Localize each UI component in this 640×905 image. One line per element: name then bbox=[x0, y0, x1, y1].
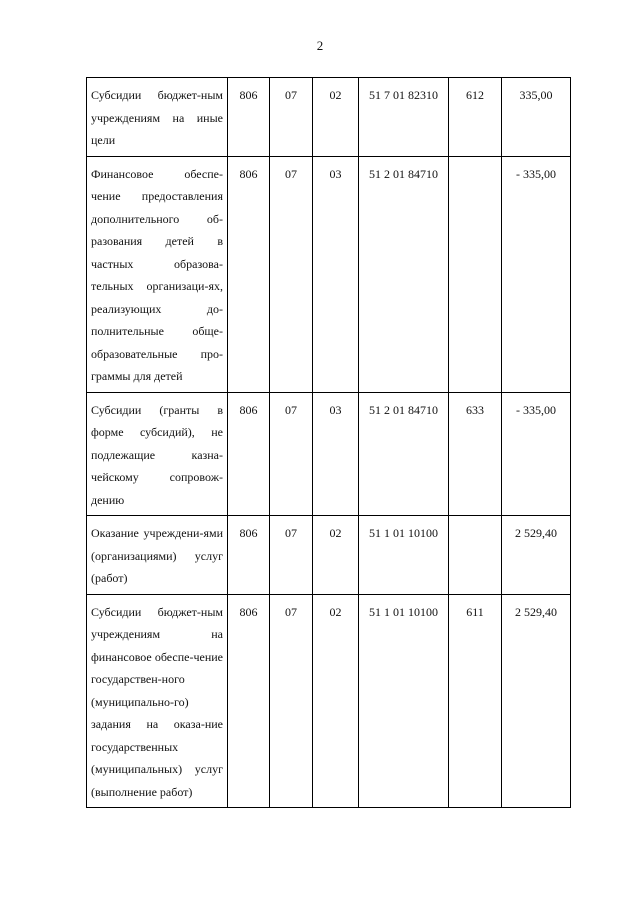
row-description: Субсидии бюджет-ным учреждениям на иные цели bbox=[87, 78, 228, 157]
target-article-code: 51 7 01 82310 bbox=[359, 78, 449, 157]
section-code: 07 bbox=[270, 516, 313, 595]
expense-type-code: 612 bbox=[449, 78, 502, 157]
table-row bbox=[87, 516, 571, 595]
ved-code: 806 bbox=[228, 156, 270, 392]
table-row bbox=[87, 156, 571, 392]
expense-type-code: 611 bbox=[449, 594, 502, 808]
amount: - 335,00 bbox=[502, 156, 571, 392]
target-article-code: 51 1 01 10100 bbox=[359, 516, 449, 595]
row-description: Оказание учреждени-ями (организациями) услуг (работ) bbox=[87, 516, 228, 595]
amount: 2 529,40 bbox=[502, 516, 571, 595]
target-article-code: 51 2 01 84710 bbox=[359, 392, 449, 516]
amount: - 335,00 bbox=[502, 392, 571, 516]
section-code: 07 bbox=[270, 392, 313, 516]
budget-table bbox=[86, 77, 571, 808]
table-row bbox=[87, 78, 571, 157]
ved-code: 806 bbox=[228, 78, 270, 157]
ved-code: 806 bbox=[228, 594, 270, 808]
row-description: Финансовое обеспе-чение предоставления дополнительного об-разования детей в частных образова-тельных организаци-ях, реализующих до-полнительные обще-образовательные про-граммы для детей bbox=[87, 156, 228, 392]
row-description: Субсидии бюджет-ным учреждениям на финансовое обеспе-чение государствен-ного (муниципально-го) задания на оказа-ние государственных (муниципальных) услуг (выполнение работ) bbox=[87, 594, 228, 808]
subsection-code: 02 bbox=[313, 516, 359, 595]
section-code: 07 bbox=[270, 594, 313, 808]
subsection-code: 02 bbox=[313, 594, 359, 808]
table-row bbox=[87, 594, 571, 808]
subsection-code: 03 bbox=[313, 392, 359, 516]
expense-type-code bbox=[449, 156, 502, 392]
page-number: 2 bbox=[316, 38, 324, 53]
section-code: 07 bbox=[270, 156, 313, 392]
subsection-code: 03 bbox=[313, 156, 359, 392]
target-article-code: 51 1 01 10100 bbox=[359, 594, 449, 808]
amount: 2 529,40 bbox=[502, 594, 571, 808]
row-description: Субсидии (гранты в форме субсидий), не подлежащие казна-чейскому сопровож-дению bbox=[87, 392, 228, 516]
expense-type-code bbox=[449, 516, 502, 595]
section-code: 07 bbox=[270, 78, 313, 157]
amount: 335,00 bbox=[502, 78, 571, 157]
ved-code: 806 bbox=[228, 392, 270, 516]
table-row bbox=[87, 392, 571, 516]
subsection-code: 02 bbox=[313, 78, 359, 157]
expense-type-code: 633 bbox=[449, 392, 502, 516]
ved-code: 806 bbox=[228, 516, 270, 595]
target-article-code: 51 2 01 84710 bbox=[359, 156, 449, 392]
